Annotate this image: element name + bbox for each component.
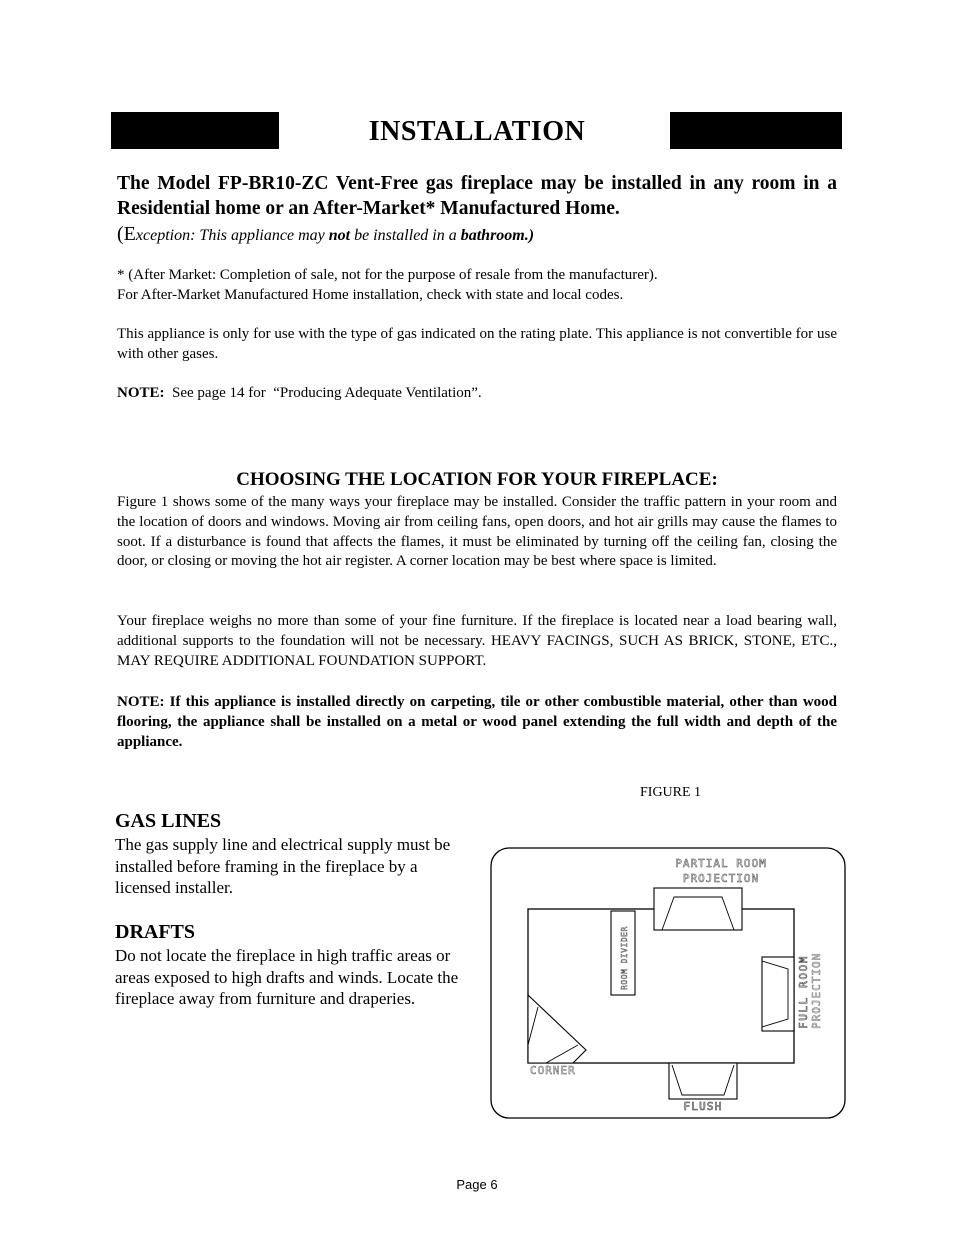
exception-place: bathroom.)	[460, 227, 535, 244]
page-number: Page 6	[456, 1177, 498, 1192]
gas-lines-heading: GAS LINES	[115, 810, 222, 832]
location-paragraph-2: Your fireplace weighs no more than some of your fine furniture. If the fireplace is located near a load bearing wall, additional supports to the foundation will not be necessary. HEAVY FACINGS, SUCH AS BRICK, STONE, ETC., MAY REQUIRE ADDITIONAL FOUNDATION SUPPORT.	[117, 613, 837, 669]
intro-exception	[117, 223, 837, 247]
drafts-heading: DRAFTS	[115, 921, 196, 943]
exception-open: (E	[117, 223, 136, 245]
corner-label: CORNER	[530, 1064, 576, 1077]
full-projection-fireplace	[762, 957, 794, 1031]
flush-label: FLUSH	[683, 1100, 723, 1113]
flush-fireplace	[669, 1063, 737, 1099]
note-text: See page 14 for “Producing Adequate Ventilation”.	[164, 385, 482, 401]
full-projection-label-2: PROJECTION	[810, 952, 823, 1029]
figure-label: FIGURE 1	[640, 785, 702, 800]
page-title: INSTALLATION	[368, 116, 586, 147]
location-heading: CHOOSING THE LOCATION FOR YOUR FIREPLACE:	[236, 469, 718, 490]
after-market-line1: * (After Market: Completion of sale, not for the purpose of resale from the manufacturer).	[117, 267, 658, 283]
drafts-text: Do not locate the fireplace in high traffic areas or areas exposed to high drafts and winds. Locate the fireplace away from furniture and draperies.	[115, 946, 459, 1008]
exception-not: not	[328, 227, 351, 244]
after-market-note	[117, 266, 837, 306]
corner-fireplace	[528, 995, 586, 1063]
exception-text-b: be installed in a	[350, 227, 461, 244]
gas-type-note: This appliance is only for use with the type of gas indicated on the rating plate. This appliance is not convertible for use with other gases.	[117, 326, 837, 362]
intro-statement: The Model FP-BR10-ZC Vent-Free gas fireplace may be installed in any room in a Residential home or an After-Market* Manufactured Home.	[117, 173, 837, 219]
gas-lines-text: The gas supply line and electrical supply must be installed before framing in the fireplace by a licensed installer.	[115, 835, 451, 897]
partial-projection-label-2: PROJECTION	[682, 872, 760, 885]
partial-projection-label-1: PARTIAL ROOM	[675, 857, 767, 870]
room-divider-label: ROOM DIVIDER	[620, 926, 629, 990]
note-label: NOTE:	[117, 385, 165, 401]
ventilation-note	[117, 384, 837, 404]
carpet-note: NOTE: If this appliance is installed directly on carpeting, tile or other combustible material, other than wood flooring, the appliance shall be installed on a metal or wood panel extending the full width and depth of the appliance.	[117, 694, 837, 750]
figure-1-diagram	[488, 845, 848, 1121]
location-paragraph-1: Figure 1 shows some of the many ways your fireplace may be installed. Consider the traffic pattern in your room and the location of doors and windows. Moving air from ceiling fans, open doors, and hot air grills may cause the flames to soot. If a disturbance is found that affects the flames, it must be eliminated by turning off the ceiling fan, closing the door, or closing or moving the hot air register. A corner location may be best where space is limited.	[117, 494, 837, 570]
after-market-line2: For After-Market Manufactured Home installation, check with state and local codes.	[117, 286, 624, 303]
partial-projection-fireplace	[654, 888, 742, 930]
full-projection-label-1: FULL ROOM	[797, 954, 810, 1029]
exception-text-a: xception: This appliance may	[135, 227, 329, 244]
